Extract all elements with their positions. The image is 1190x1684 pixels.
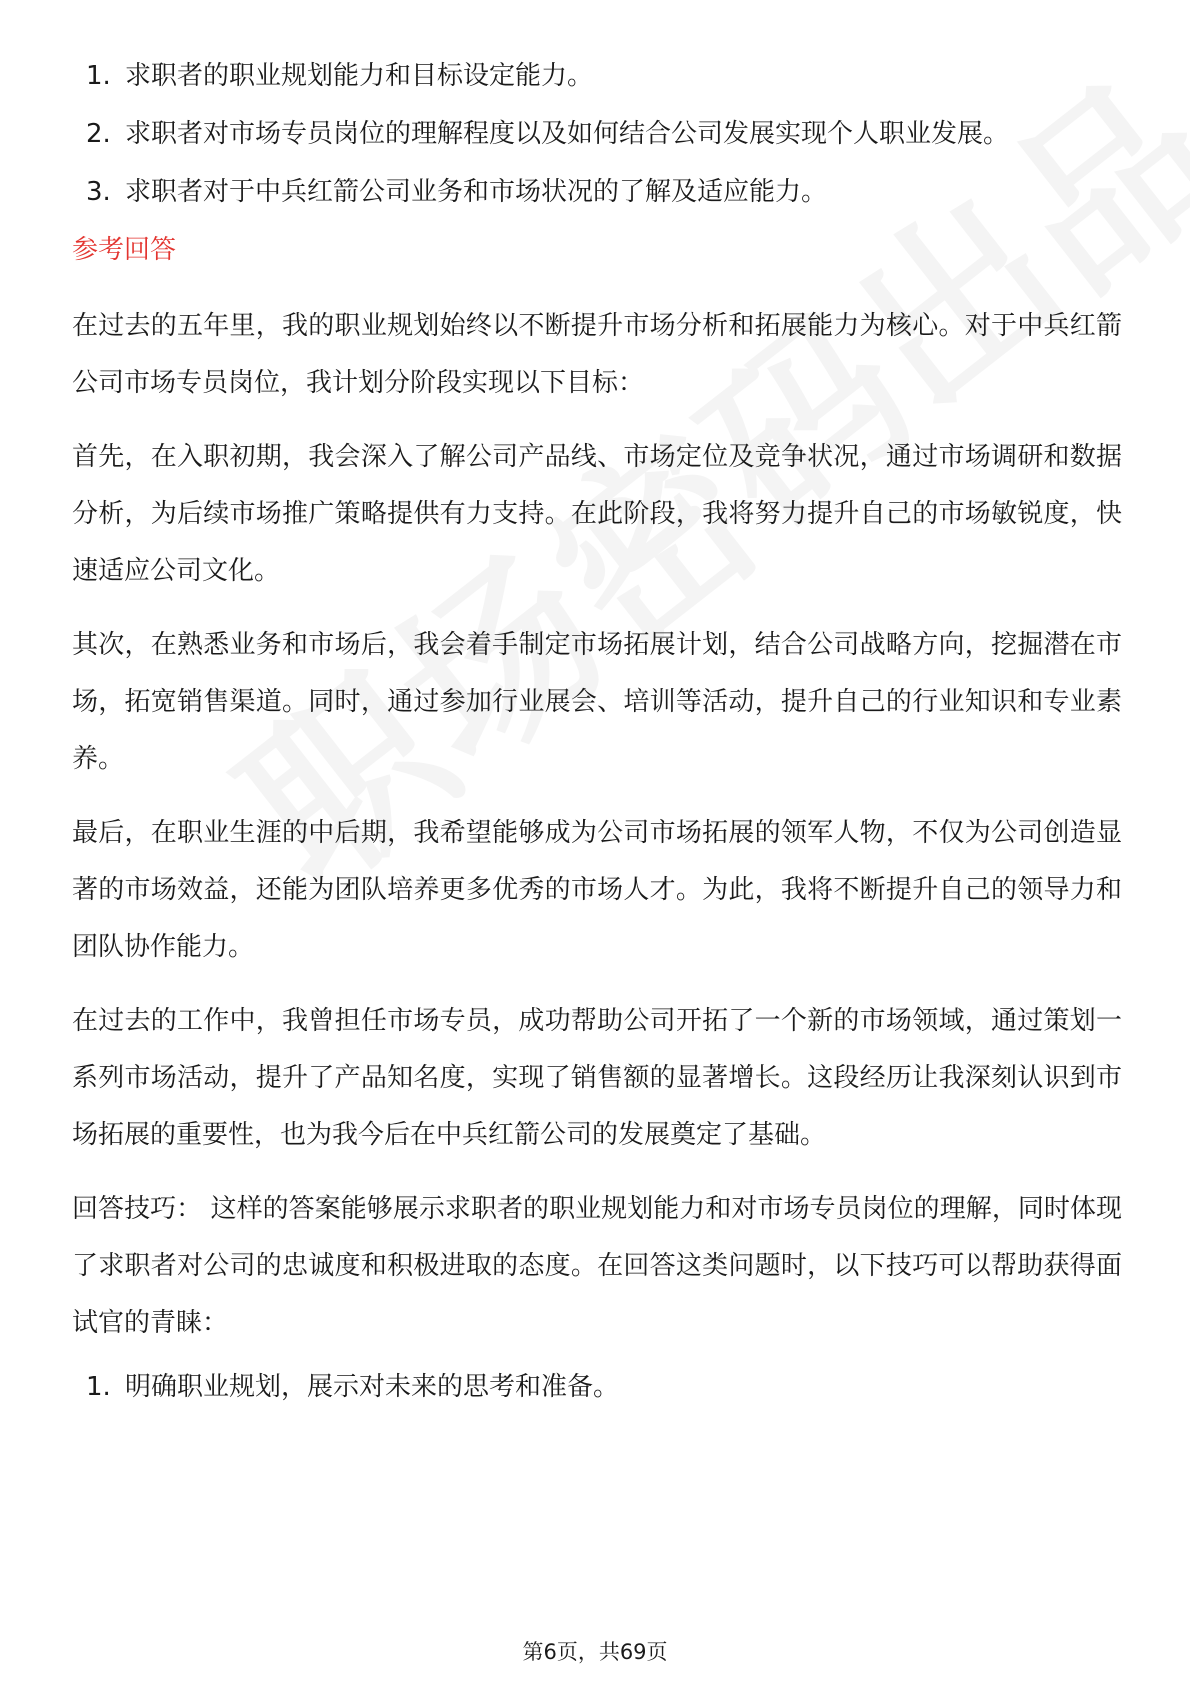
list-item [72,1369,1122,1405]
list-text: 明确职业规划，展示对未来的思考和准备。 [125,1372,620,1402]
list-text: 求职者对于中兵红箭公司业务和市场状况的了解及适应能力。 [125,177,828,207]
list-number: 1. [86,61,111,91]
document-body [72,58,1122,1427]
tips-paragraph: 回答技巧： 这样的答案能够展示求职者的职业规划能力和对市场专员岗位的理解，同时体现了求职者对公司的忠诚度和积极进取的态度。在回答这类问题时，以下技巧可以帮助获得面试官的青睐： [72,1194,1122,1338]
criteria-list [72,58,1122,210]
list-item [72,174,1122,210]
answer-heading: 参考回答 [72,235,177,265]
list-item [72,116,1122,152]
list-number: 3. [86,177,111,207]
paragraph: 在过去的五年里，我的职业规划始终以不断提升市场分析和拓展能力为核心。对于中兵红箭公司市场专员岗位，我计划分阶段实现以下目标： [72,311,1122,398]
paragraph: 最后，在职业生涯的中后期，我希望能够成为公司市场拓展的领军人物，不仅为公司创造显著的市场效益，还能为团队培养更多优秀的市场人才。为此，我将不断提升自己的领导力和团队协作能力。 [72,818,1122,962]
list-text: 求职者的职业规划能力和目标设定能力。 [125,61,594,91]
list-text: 求职者对市场专员岗位的理解程度以及如何结合公司发展实现个人职业发展。 [125,119,1010,149]
list-number: 1. [86,1372,111,1402]
list-item [72,58,1122,94]
paragraph: 其次，在熟悉业务和市场后，我会着手制定市场拓展计划，结合公司战略方向，挖掘潜在市场，拓宽销售渠道。同时，通过参加行业展会、培训等活动，提升自己的行业知识和专业素养。 [72,630,1122,774]
list-number: 2. [86,119,111,149]
tips-list [72,1369,1122,1405]
paragraph: 首先，在入职初期，我会深入了解公司产品线、市场定位及竞争状况，通过市场调研和数据分析，为后续市场推广策略提供有力支持。在此阶段，我将努力提升自己的市场敏锐度，快速适应公司文化。 [72,442,1122,586]
page-footer: 第6页，共69页 [522,1640,668,1664]
paragraph: 在过去的工作中，我曾担任市场专员，成功帮助公司开拓了一个新的市场领域，通过策划一系列市场活动，提升了产品知名度，实现了销售额的显著增长。这段经历让我深刻认识到市场拓展的重要性，也为我今后在中兵红箭公司的发展奠定了基础。 [72,1006,1122,1150]
